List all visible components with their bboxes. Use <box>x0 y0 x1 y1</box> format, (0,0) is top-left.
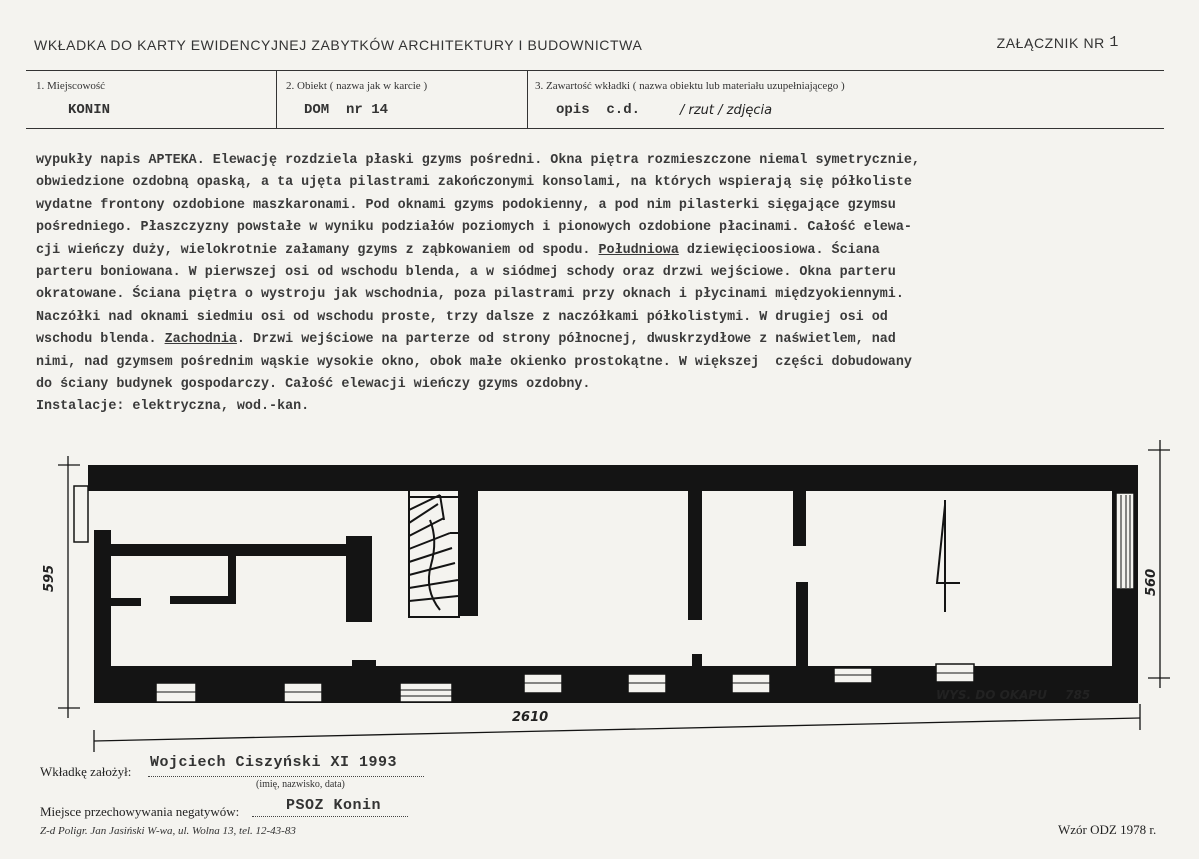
staircase <box>409 485 459 617</box>
contents-handwritten: / rzut / zdjęcia <box>680 103 773 118</box>
negatives-label: Miejsce przechowywania negatywów: <box>40 804 240 819</box>
locality-value: KONIN <box>68 102 111 118</box>
plan-dim-bottom: 2610 <box>512 710 549 725</box>
founder-value: Wojciech Ciszyński XI 1993 <box>150 754 398 771</box>
plan-height-value: 785 <box>1065 688 1091 702</box>
text-line: do ściany budynek gospodarczy. Całość elewacji wieńczy gzyms ozdobny. <box>36 377 591 393</box>
printer-info: Z-d Poligr. Jan Jasiński W-wa, ul. Wolna 13, tel. 12-43-83 <box>40 825 296 837</box>
attachment-label-text: ZAŁĄCZNIK NR <box>996 35 1105 51</box>
plan-height-note <box>936 688 1090 702</box>
plan-height-label: WYS. DO OKAPU <box>936 688 1047 702</box>
form-model: Wzór ODZ 1978 r. <box>1058 822 1157 837</box>
text-segment: dziewięcioosiowa. Ściana <box>678 242 880 258</box>
west-heading: Zachodnia <box>164 332 237 348</box>
negatives-dots <box>252 815 408 817</box>
text-line: okratowane. Ściana piętra o wystroju jak wschodnia, poza pilastrami przy oknach i płycinami międzyokiennymi. <box>36 287 904 303</box>
plan-dim-left: 595 <box>42 564 57 592</box>
text-line: nimi, nad gzymsem pośrednim wąskie wysokie okno, obok małe okienko prostokątne. W większej części dobudowany <box>36 354 912 370</box>
founder-label: Wkładkę założył: <box>40 764 132 779</box>
south-heading: Południowa <box>598 242 679 258</box>
document-title: WKŁADKA DO KARTY EWIDENCYJNEJ ZABYTKÓW ARCHITEKTURY I BUDOWNICTWA <box>34 37 643 53</box>
text-line: obwiedzione ozdobną opaską, a ta ujęta pilastrami zakończonymi konsolami, na których wspierają się półkoliste <box>36 175 912 191</box>
text-line: wypukły napis APTEKA. Elewację rozdziela płaski gzyms pośredni. Okna piętra rozmieszczone niemal symetrycznie, <box>36 153 920 168</box>
text-line: wydatne frontony ozdobione maszkaronami. Pod oknami gzyms podokienny, a pod nim pilasterki sięgające gzymsu <box>36 197 896 213</box>
text-line: Instalacje: elektryczna, wod.-kan. <box>36 399 310 415</box>
text-line: Naczółki nad oknami siedmiu osi od wschodu proste, trzy dalsze z naczółkami półkolistymi. W drugiej osi od <box>36 309 888 325</box>
object-label: 2. Obiekt ( nazwa jak w karcie ) <box>286 80 428 92</box>
contents-value: opis c.d. <box>556 102 641 118</box>
object-value: DOM nr 14 <box>304 102 389 118</box>
plan-dim-right: 560 <box>1144 568 1159 596</box>
contents-label: 3. Zawartość wkładki ( nazwa obiektu lub materiału uzupełniającego ) <box>535 80 845 92</box>
text-line: parteru boniowana. W pierwszej osi od wschodu blenda, a w siódmej schody oraz drzwi wejściowe. Okna parteru <box>36 265 896 281</box>
text-segment: wschodu blenda. <box>36 332 165 348</box>
text-line: pośredniego. Płaszczyzny powstałe w wyniku podziałów poziomych i pionowych ozdobione płacinami. Całość elewa- <box>36 220 912 236</box>
locality-label: 1. Miejscowość <box>36 80 106 92</box>
text-segment: . Drzwi wejściowe na parterze od strony północnej, dwuskrzydłowe z naświetlem, nad <box>236 332 896 348</box>
text-segment: cji wieńczy duży, wielokrotnie załamany gzyms z ząbkowaniem od spodu. <box>36 242 599 258</box>
founder-note: (imię, nazwisko, data) <box>256 779 345 790</box>
north-arrow-icon <box>937 500 960 612</box>
founder-dots <box>148 775 424 777</box>
attachment-number: 1 <box>1109 34 1119 51</box>
plan-walls <box>88 465 1138 703</box>
negatives-value: PSOZ Konin <box>286 797 382 814</box>
